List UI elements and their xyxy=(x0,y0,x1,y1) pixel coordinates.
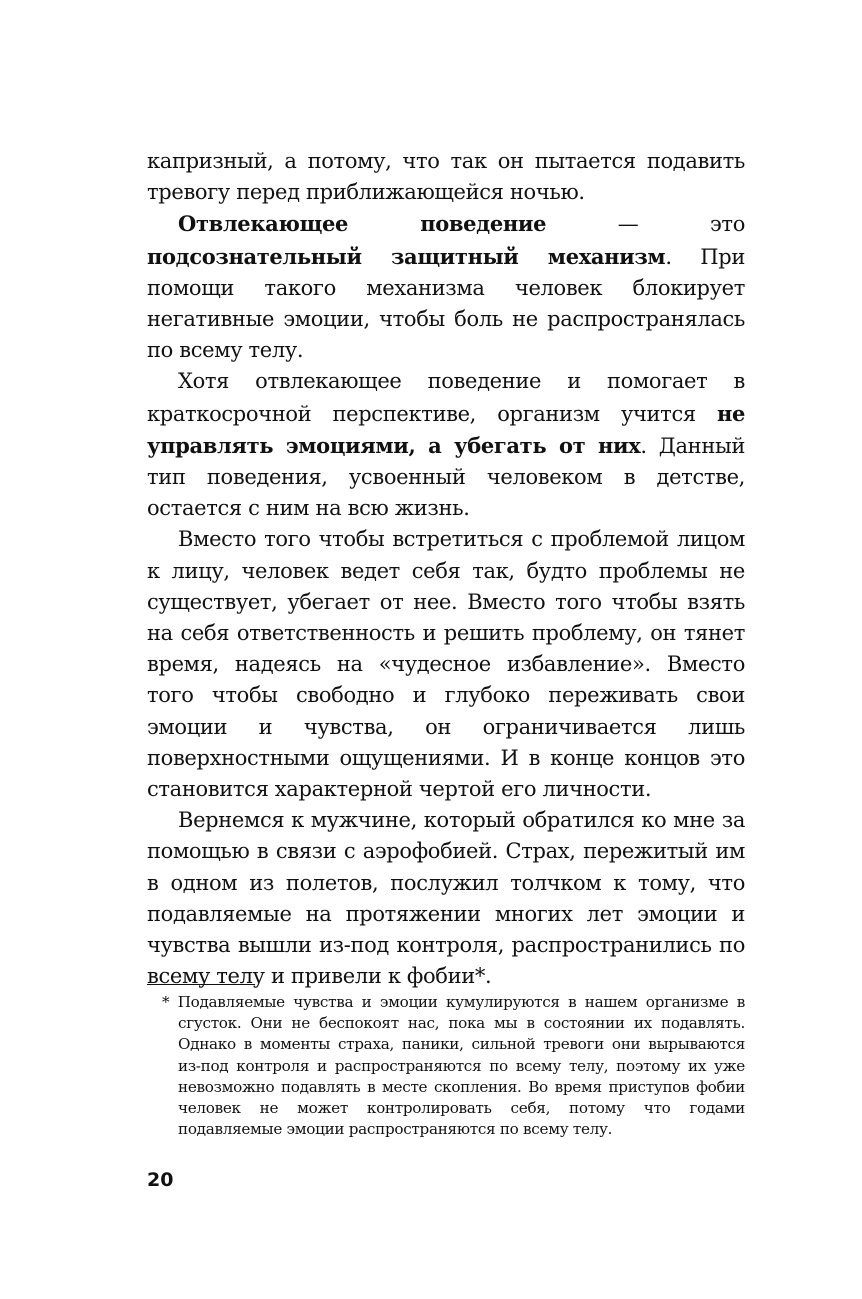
paragraph-2-text-1: — это xyxy=(546,212,745,237)
paragraph-2 xyxy=(147,208,745,366)
term-defense-mechanism: подсознательный защитный механизм xyxy=(147,243,666,269)
paragraph-5 xyxy=(147,805,745,992)
paragraph-2-text-2: . При помощи такого механизма человек блокирует негативные эмоции, чтобы боль не распространялась по всему телу. xyxy=(147,244,745,363)
footnote xyxy=(147,992,745,1140)
paragraph-4 xyxy=(147,524,745,805)
paragraph-5-text: Вернемся к мужчине, который обратился ко мне за помощью в связи с аэрофобией. Страх, пережитый им в одном из полетов, послужил толчком к тому, что подавляемые на протяжении многих лет эмоции и чувства вышли из-под контроля, распространились по всему телу и привели к фобии*. xyxy=(147,808,745,989)
body-text xyxy=(147,146,745,992)
footnote-text: * Подавляемые чувства и эмоции кумулируются в нашем организме в сгусток. Они не беспокоят нас, пока мы в состоянии их подавлять. Однако в моменты страха, паники, сильной тревоги они вырываются из-под контроля и распространяются по всему телу, поэтому их уже невозможно подавлять в месте скопления. Во время приступов фобии человек не может контролировать себя, потому что годами подавляемые эмоции распространяются по всему телу. xyxy=(162,993,745,1139)
page-number: 20 xyxy=(147,1169,174,1191)
paragraph-1-text: капризный, а потому, что так он пытается подавить тревогу перед приближающейся ночью. xyxy=(147,149,745,205)
footnote-divider xyxy=(147,984,255,985)
paragraph-3 xyxy=(147,366,745,524)
paragraph-4-text: Вместо того чтобы встретиться с проблемой лицом к лицу, человек ведет себя так, будто проблемы не существует, убегает от нее. Вместо того чтобы взять на себя ответственность и решить проблему, он тянет время, надеясь на «чудесное избавление». Вместо того чтобы свободно и глубоко переживать свои эмоции и чувства, он ограничивается лишь поверхностными ощущениями. И в конце концов это становится характерной чертой его личности. xyxy=(147,527,745,802)
paragraph-3-text-2: . Данный тип поведения, усвоенный человеком в детстве, остается с ним на всю жизнь. xyxy=(147,433,745,521)
paragraph-1 xyxy=(147,146,745,208)
term-distracting-behavior: Отвлекающее поведение xyxy=(178,211,547,237)
paragraph-3-text-1: Хотя отвлекающее поведение и помогает в краткосрочной перспективе, организм учится xyxy=(147,369,745,426)
emphasis-escape-emotions: не управлять эмоциями, а убегать от них xyxy=(147,400,745,458)
